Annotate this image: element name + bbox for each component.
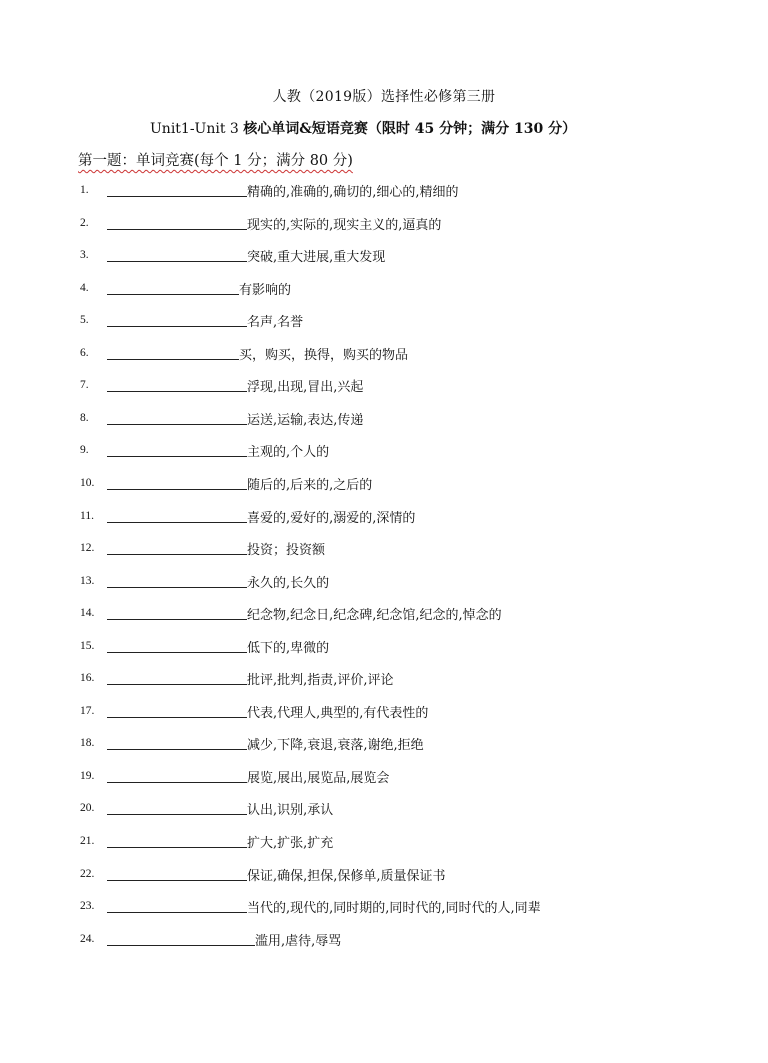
item-number: 16.	[80, 672, 95, 685]
answer-blank[interactable]	[107, 489, 247, 490]
answer-blank[interactable]	[107, 749, 247, 750]
item-number: 17.	[80, 704, 95, 717]
answer-blank[interactable]	[107, 587, 247, 588]
definition-text: 减少,下降,衰退,衰落,谢绝,拒绝	[247, 738, 424, 754]
vocab-row	[0, 897, 768, 917]
definition-text: 运送,运输,表达,传递	[247, 412, 364, 428]
vocab-row	[0, 702, 768, 722]
item-number: 8.	[80, 411, 89, 424]
vocab-row	[0, 799, 768, 819]
vocab-row	[0, 441, 768, 461]
item-number: 24.	[80, 932, 95, 945]
item-number: 15.	[80, 639, 95, 652]
item-number: 11.	[80, 509, 94, 522]
answer-blank[interactable]	[107, 229, 247, 230]
definition-text: 精确的,准确的,确切的,细心的,精细的	[247, 185, 459, 200]
item-number: 10.	[80, 476, 95, 489]
vocab-row	[0, 344, 768, 364]
answer-blank[interactable]	[107, 326, 247, 327]
item-number: 12.	[80, 542, 95, 555]
item-number: 14.	[80, 607, 95, 620]
item-number: 23.	[80, 900, 95, 913]
subtitle-unit-range: Unit1-Unit 3	[150, 121, 244, 137]
item-number: 13.	[80, 574, 95, 587]
definition-text: 喜爱的,爱好的,溺爱的,深情的	[247, 510, 416, 526]
answer-blank[interactable]	[107, 652, 247, 653]
vocab-row	[0, 604, 768, 624]
vocab-row	[0, 246, 768, 266]
answer-blank[interactable]	[107, 294, 239, 295]
subtitle-description: 核心单词&短语竞赛（限时 45 分钟；满分 130 分）	[243, 121, 577, 137]
definition-text: 认出,识别,承认	[247, 803, 334, 819]
item-number: 4.	[80, 281, 89, 294]
definition-text: 浮现,出现,冒出,兴起	[247, 380, 364, 396]
item-number: 20.	[80, 802, 95, 815]
vocab-row	[0, 474, 768, 494]
vocab-row	[0, 279, 768, 299]
vocab-row	[0, 930, 768, 950]
definition-text: 投资；投资额	[247, 543, 326, 559]
definition-text: 现实的,实际的,现实主义的,逼真的	[247, 217, 442, 233]
definition-text: 纪念物,纪念日,纪念碑,纪念馆,纪念的,悼念的	[247, 608, 502, 624]
vocab-row	[0, 181, 768, 201]
definition-text: 低下的,卑微的	[247, 640, 330, 656]
definition-text: 滥用,虐待,辱骂	[255, 933, 342, 949]
definition-text: 扩大,扩张,扩充	[247, 836, 334, 851]
definition-text: 有影响的	[239, 282, 292, 298]
vocab-row	[0, 767, 768, 787]
document-title: 人教（2019版）选择性必修第三册	[272, 89, 496, 105]
item-number: 3.	[80, 249, 89, 262]
answer-blank[interactable]	[107, 261, 247, 262]
answer-blank[interactable]	[107, 424, 247, 425]
answer-blank[interactable]	[107, 522, 247, 523]
vocab-row	[0, 865, 768, 885]
vocab-row	[0, 637, 768, 657]
item-number: 19.	[80, 769, 95, 782]
item-number: 6.	[80, 346, 89, 359]
vocab-row	[0, 376, 768, 396]
vocab-row	[0, 311, 768, 331]
item-number: 18.	[80, 737, 95, 750]
answer-blank[interactable]	[107, 359, 239, 360]
definition-text: 当代的,现代的,同时期的,同时代的,同时代的人,同辈	[247, 901, 541, 917]
vocab-row	[0, 507, 768, 527]
item-number: 9.	[80, 444, 89, 457]
definition-text: 批评,批判,指责,评价,评论	[247, 673, 394, 689]
answer-blank[interactable]	[107, 456, 247, 457]
answer-blank[interactable]	[107, 391, 247, 392]
item-number: 22.	[80, 867, 95, 880]
definition-text: 代表,代理人,典型的,有代表性的	[247, 705, 429, 721]
answer-blank[interactable]	[107, 945, 255, 946]
answer-blank[interactable]	[107, 684, 247, 685]
item-number: 2.	[80, 216, 89, 229]
answer-blank[interactable]	[107, 847, 247, 848]
item-number: 7.	[80, 379, 89, 392]
definition-text: 随后的,后来的,之后的	[247, 477, 373, 493]
definition-text: 展览,展出,展览品,展览会	[247, 770, 390, 786]
answer-blank[interactable]	[107, 912, 247, 913]
vocab-row	[0, 572, 768, 592]
answer-blank[interactable]	[107, 782, 247, 783]
definition-text: 永久的,长久的	[247, 575, 330, 591]
answer-blank[interactable]	[107, 814, 247, 815]
definition-text: 名声,名誉	[247, 315, 304, 331]
item-number: 1.	[80, 184, 89, 196]
answer-blank[interactable]	[107, 554, 247, 555]
vocab-row	[0, 669, 768, 689]
definition-text: 买，购买，换得，购买的物品	[239, 347, 409, 363]
answer-blank[interactable]	[107, 880, 247, 881]
answer-blank[interactable]	[107, 196, 247, 197]
answer-blank[interactable]	[107, 717, 247, 718]
vocab-row	[0, 409, 768, 429]
vocab-row	[0, 734, 768, 754]
document-subtitle	[150, 118, 576, 138]
item-number: 5.	[80, 314, 89, 327]
definition-text: 保证,确保,担保,保修单,质量保证书	[247, 868, 446, 884]
definition-text: 突破,重大进展,重大发现	[247, 250, 386, 266]
answer-blank[interactable]	[107, 619, 247, 620]
vocab-row	[0, 832, 768, 852]
section-heading: 第一题：单词竞赛(每个 1 分；满分 80 分)	[78, 153, 353, 169]
definition-text: 主观的,个人的	[247, 445, 330, 461]
vocab-row	[0, 214, 768, 234]
item-number: 21.	[80, 835, 95, 847]
vocab-row	[0, 539, 768, 559]
